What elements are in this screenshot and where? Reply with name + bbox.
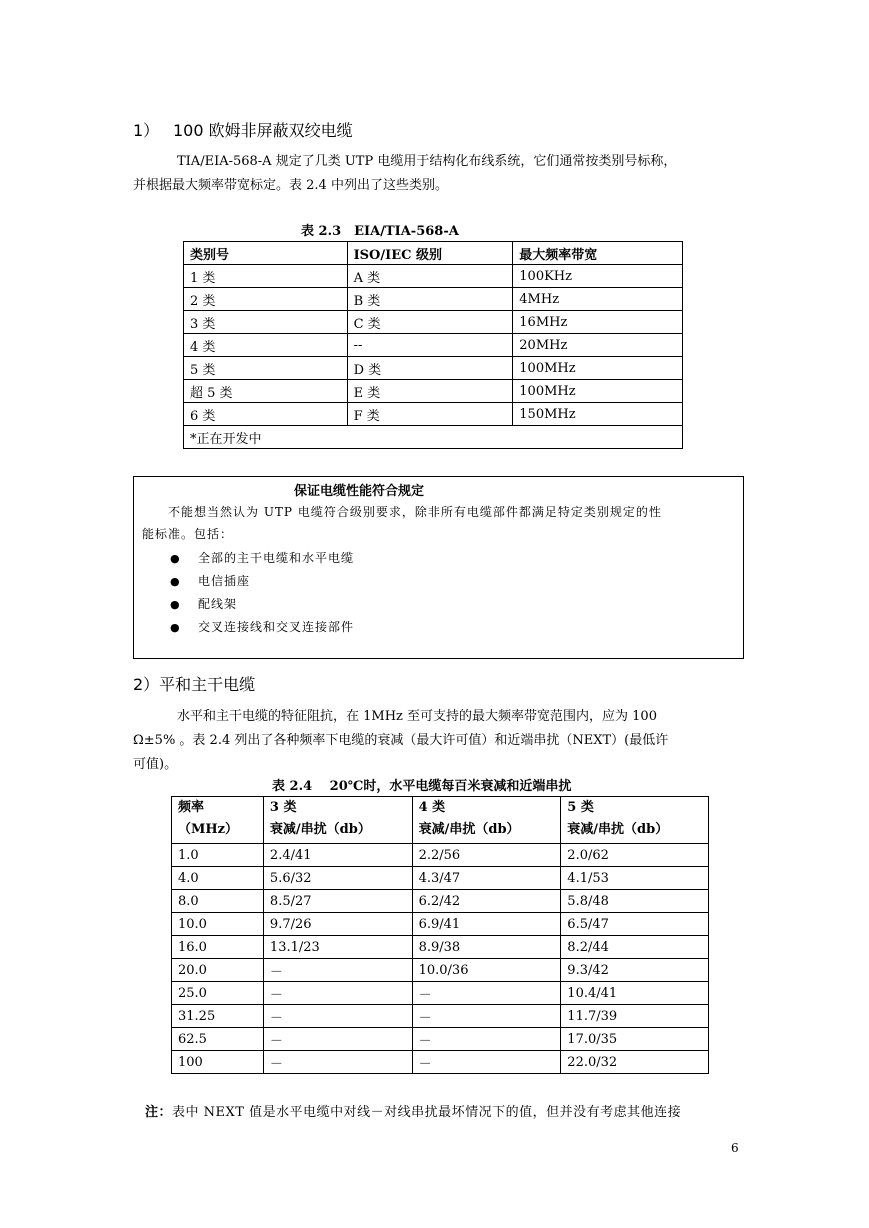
table-row (184, 265, 683, 288)
list-item (170, 593, 354, 616)
header-line: 5 类 (567, 800, 594, 815)
table-footnote: *正在开发中 (184, 426, 683, 449)
section-1-title: 100 欧姆非屏蔽双绞电缆 (173, 121, 353, 140)
table-cell: 3 类 (184, 311, 348, 334)
table-cell: 9.3/42 (561, 959, 709, 982)
table-cell: 25.0 (172, 982, 264, 1005)
table-cell: 超 5 类 (184, 380, 348, 403)
table-cell: F 类 (347, 403, 513, 426)
table-cell: 100MHz (513, 357, 683, 380)
table-cell: 8.5/27 (263, 890, 412, 913)
list-item (170, 570, 354, 593)
table-cell: 9.7/26 (263, 913, 412, 936)
table-cell: 5.8/48 (561, 890, 709, 913)
paragraph-line: Ω±5% 。表 2.4 列出了各种频率下电缆的衰减（最大许可值）和近端串扰（NEXT）(最低许 (133, 733, 669, 748)
table-cell: 2 类 (184, 288, 348, 311)
box-text-line: 不能想当然认为 UTP 电缆符合级别要求，除非所有电缆部件都满足特定类别规定的性 (168, 505, 662, 519)
section-1-paragraph (133, 150, 743, 198)
table-cell: 4MHz (513, 288, 683, 311)
table-row (184, 288, 683, 311)
paragraph-line: TIA/EIA-568-A 规定了几类 UTP 电缆用于结构化布线系统，它们通常按类别号标称， (177, 154, 677, 169)
table-2 (171, 796, 709, 1074)
list-item-label: 电信插座 (198, 574, 251, 588)
header-line: 3 类 (269, 800, 297, 815)
header-line: 衰减/串扰（db） (418, 822, 520, 837)
table-header-cell (263, 797, 412, 844)
table-cell: 100KHz (513, 265, 683, 288)
table-footnote-row (184, 426, 683, 449)
table-cell: － (263, 1051, 412, 1074)
table-cell: A 类 (347, 265, 513, 288)
table-cell: -- (347, 334, 513, 357)
header-line: （MHz） (178, 822, 239, 837)
table-header-cell: 最大频率带宽 (513, 242, 683, 265)
table-cell: － (263, 959, 412, 982)
table-cell: 6.9/41 (412, 913, 561, 936)
table-row (172, 936, 709, 959)
table-cell: － (412, 982, 561, 1005)
table-1-caption: 表 2.3 EIA/TIA-568-A (301, 224, 459, 239)
bullet-icon: ● (170, 621, 181, 634)
table-row (172, 982, 709, 1005)
list-item-label: 全部的主干电缆和水平电缆 (198, 551, 355, 565)
table-cell: 8.9/38 (412, 936, 561, 959)
table-cell: D 类 (347, 357, 513, 380)
table-cell: 10.4/41 (561, 982, 709, 1005)
list-item-label: 交叉连接线和交叉连接部件 (198, 620, 355, 634)
table-cell: 8.2/44 (561, 936, 709, 959)
table-cell: 22.0/32 (561, 1051, 709, 1074)
table-row (172, 1028, 709, 1051)
header-line: 衰减/串扰（db） (567, 822, 669, 837)
table-cell: 4.0 (172, 867, 264, 890)
table-cell: 10.0/36 (412, 959, 561, 982)
table-cell: 10.0 (172, 913, 264, 936)
table-header-cell: ISO/IEC 级别 (347, 242, 513, 265)
table-row (172, 959, 709, 982)
table-cell: 31.25 (172, 1005, 264, 1028)
list-item (170, 616, 354, 639)
requirements-box (133, 476, 744, 659)
table-cell: 1 类 (184, 265, 348, 288)
box-bullet-list (170, 547, 354, 639)
table-row (172, 890, 709, 913)
table-cell: 20MHz (513, 334, 683, 357)
table-row (184, 357, 683, 380)
table-cell: － (263, 1028, 412, 1051)
table-cell: C 类 (347, 311, 513, 334)
table-cell: 100MHz (513, 380, 683, 403)
table-row (172, 844, 709, 867)
box-text (142, 501, 738, 545)
table-cell: 6 类 (184, 403, 348, 426)
table-cell: 4.3/47 (412, 867, 561, 890)
header-line: 4 类 (418, 800, 446, 815)
table-header-cell (412, 797, 561, 844)
table-cell: 2.2/56 (412, 844, 561, 867)
table-note (145, 1101, 681, 1120)
table-cell: 6.5/47 (561, 913, 709, 936)
table-header-cell (172, 797, 264, 844)
section-2-heading: 2）平和主干电缆 (133, 675, 256, 694)
table-cell: 16MHz (513, 311, 683, 334)
bullet-icon: ● (170, 552, 181, 565)
table-row (172, 867, 709, 890)
table-cell: 11.7/39 (561, 1005, 709, 1028)
table-cell: 5 类 (184, 357, 348, 380)
table-cell: B 类 (347, 288, 513, 311)
table-cell: 8.0 (172, 890, 264, 913)
table-row (184, 403, 683, 426)
table-row (184, 334, 683, 357)
table-row (172, 1005, 709, 1028)
box-title: 保证电缆性能符合规定 (294, 484, 425, 499)
header-line: 频率 (178, 800, 205, 815)
table-cell: 62.5 (172, 1028, 264, 1051)
table-header-cell (561, 797, 709, 844)
table-cell: 13.1/23 (263, 936, 412, 959)
table-cell: － (412, 1005, 561, 1028)
table-cell: 150MHz (513, 403, 683, 426)
table-cell: 16.0 (172, 936, 264, 959)
table-cell: － (263, 982, 412, 1005)
page-number: 6 (731, 1141, 739, 1155)
table-cell: 1.0 (172, 844, 264, 867)
paragraph-line: 可值)。 (133, 757, 178, 772)
note-text: 表中 NEXT 值是水平电缆中对线－对线串扰最坏情况下的值，但并没有考虑其他连接 (172, 1105, 682, 1120)
table-cell: 100 (172, 1051, 264, 1074)
table-header-row (172, 797, 709, 844)
bullet-icon: ● (170, 598, 181, 611)
table-row (184, 380, 683, 403)
table-cell: 6.2/42 (412, 890, 561, 913)
list-item (170, 547, 354, 570)
table-1 (183, 241, 683, 449)
table-cell: 20.0 (172, 959, 264, 982)
list-item-label: 配线架 (198, 597, 238, 611)
box-text-line: 能标准。包括： (142, 527, 234, 541)
bullet-icon: ● (170, 575, 181, 588)
table-cell: 2.0/62 (561, 844, 709, 867)
table-cell: 4 类 (184, 334, 348, 357)
table-cell: － (412, 1028, 561, 1051)
table-cell: 2.4/41 (263, 844, 412, 867)
table-cell: － (263, 1005, 412, 1028)
paragraph-line: 水平和主干电缆的特征阻抗，在 1MHz 至可支持的最大频率带宽范围内，应为 100 (177, 709, 657, 724)
section-1-heading (133, 118, 353, 141)
paragraph-line: 并根据最大频率带宽标定。表 2.4 中列出了这些类别。 (133, 178, 448, 193)
table-row (172, 1051, 709, 1074)
table-row (172, 913, 709, 936)
table-cell: 5.6/32 (263, 867, 412, 890)
table-cell: E 类 (347, 380, 513, 403)
section-2-paragraph (133, 705, 743, 777)
header-line: 衰减/串扰（db） (269, 822, 371, 837)
table-header-cell: 类别号 (184, 242, 348, 265)
table-cell: － (412, 1051, 561, 1074)
section-1-number: 1） (133, 121, 160, 140)
table-header-row (184, 242, 683, 265)
note-label: 注： (145, 1105, 173, 1120)
table-row (184, 311, 683, 334)
table-cell: 17.0/35 (561, 1028, 709, 1051)
table-cell: 4.1/53 (561, 867, 709, 890)
table-2-caption: 表 2.4 20℃时，水平电缆每百米衰减和近端串扰 (272, 779, 572, 794)
